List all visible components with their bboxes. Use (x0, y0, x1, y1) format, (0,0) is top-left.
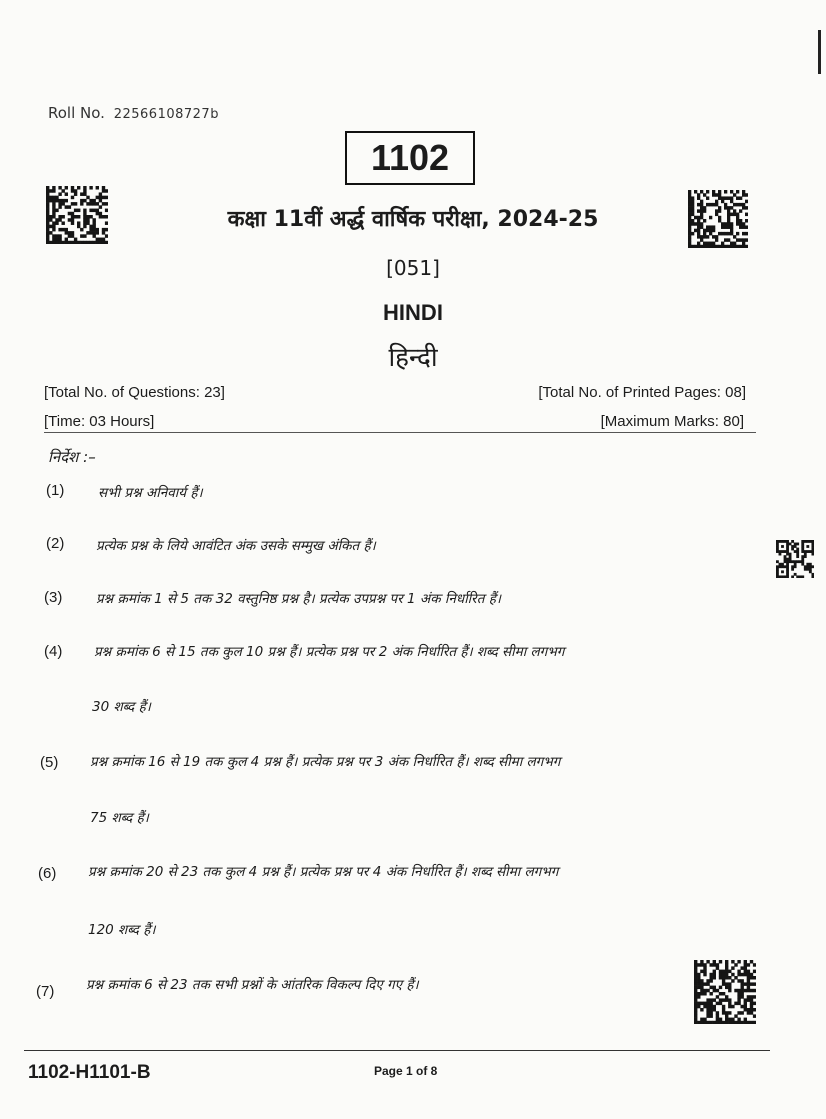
instruction-continuation: 30 शब्द हैं। (92, 699, 151, 715)
instruction-text: प्रश्न क्रमांक 6 से 15 तक कुल 10 प्रश्न हैं। प्रत्येक प्रश्न पर 2 अंक निर्धारित हैं। शब्द सीमा लगभग (94, 644, 565, 660)
roll-label: Roll No. (48, 104, 105, 122)
total-questions: [Total No. of Questions: 23] (44, 384, 225, 401)
instruction-text: प्रत्येक प्रश्न के लिये आवंटित अंक उसके सम्मुख अंकित हैं। (96, 538, 376, 554)
maximum-marks: [Maximum Marks: 80] (600, 413, 744, 430)
subject-name-english: HINDI (383, 300, 443, 325)
roll-value: 22566108727b (113, 107, 219, 122)
instruction-number: (6) (38, 865, 57, 882)
instruction-number: (5) (40, 754, 59, 771)
footer-paper-code: 1102-H1101-B (28, 1062, 151, 1083)
qr-code-icon (776, 540, 814, 578)
scan-edge-mark (818, 30, 821, 74)
instruction-text: सभी प्रश्न अनिवार्य हैं। (98, 485, 203, 501)
subject-name-hindi: हिन्दी (388, 343, 438, 373)
instruction-number: (2) (46, 535, 65, 552)
exam-title: कक्षा 11वीं अर्द्ध वार्षिक परीक्षा, 2024-25 (227, 207, 599, 232)
roll-number (48, 104, 219, 122)
total-printed-pages: [Total No. of Printed Pages: 08] (538, 384, 746, 401)
instructions-heading: निर्देश :– (48, 448, 96, 466)
page-number: Page 1 of 8 (374, 1064, 438, 1078)
instruction-text: प्रश्न क्रमांक 1 से 5 तक 32 वस्तुनिष्ठ प्रश्न है। प्रत्येक उपप्रश्न पर 1 अंक निर्धारित हैं। (96, 591, 501, 607)
paper-code: 1102 (370, 137, 450, 178)
instruction-text: प्रश्न क्रमांक 16 से 19 तक कुल 4 प्रश्न हैं। प्रत्येक प्रश्न पर 3 अंक निर्धारित हैं। शब्द सीमा लगभग (90, 754, 561, 770)
instruction-text: प्रश्न क्रमांक 20 से 23 तक कुल 4 प्रश्न हैं। प्रत्येक प्रश्न पर 4 अंक निर्धारित हैं। शब्द सीमा लगभग (88, 864, 559, 880)
instruction-continuation: 120 शब्द हैं। (88, 922, 156, 938)
instruction-number: (4) (44, 643, 63, 660)
time-allowed: [Time: 03 Hours] (44, 413, 155, 430)
instruction-text: प्रश्न क्रमांक 6 से 23 तक सभी प्रश्नों के आंतरिक विकल्प दिए गए हैं। (86, 977, 419, 993)
header-divider (44, 432, 756, 433)
paper-code-box (345, 131, 475, 185)
footer-divider (24, 1050, 770, 1051)
instruction-continuation: 75 शब्द हैं। (90, 810, 149, 826)
data-matrix-icon (694, 960, 756, 1024)
instruction-number: (7) (36, 983, 55, 1000)
subject-code: [051] (386, 256, 440, 280)
instruction-number: (3) (44, 589, 63, 606)
instruction-number: (1) (46, 482, 65, 499)
